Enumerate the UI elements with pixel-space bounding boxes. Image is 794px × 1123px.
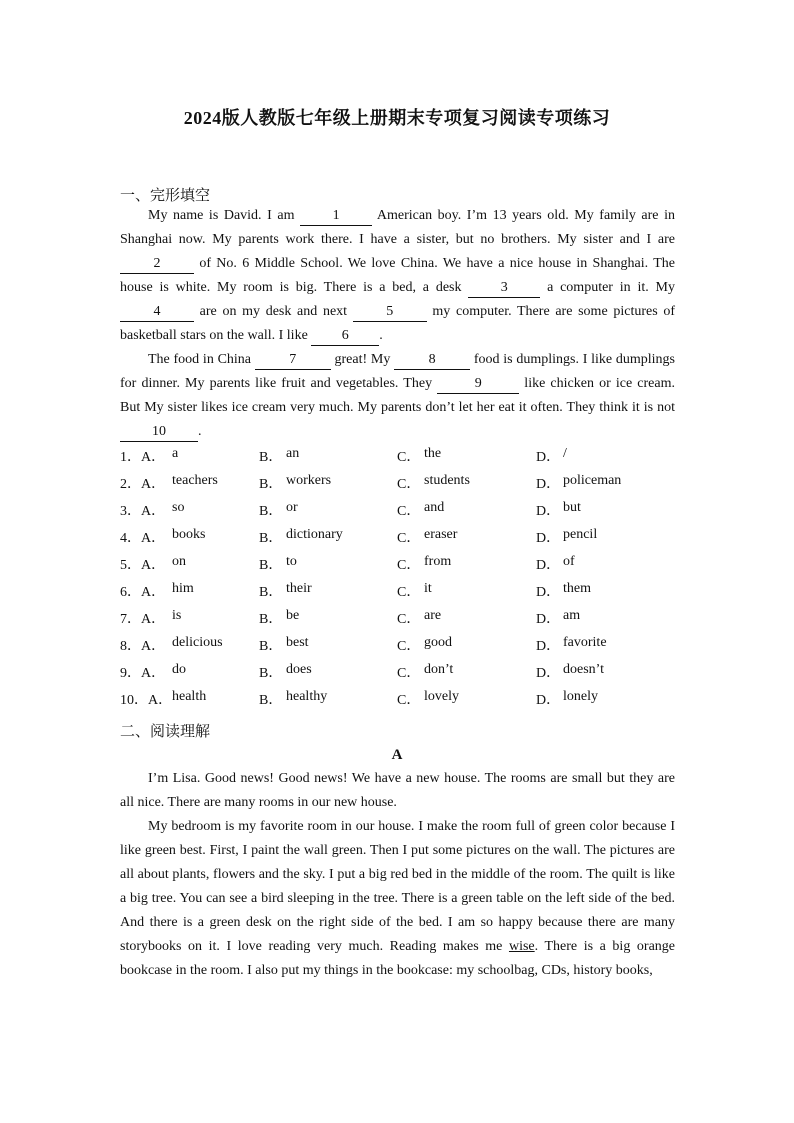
option-a: so [172,500,185,515]
option-a: delicious [172,635,223,650]
cloze-text: My name is David. I am [148,208,301,223]
option-b: to [286,554,297,569]
cloze-blank-2: 2 [120,255,194,274]
option-letter-d: D． [536,693,561,708]
option-a: on [172,554,186,569]
option-row [120,635,680,659]
section-heading-reading: 二、阅读理解 [120,722,211,740]
option-letter-b: B． [259,477,283,492]
option-b: or [286,500,298,515]
option-letter-d: D． [536,612,561,627]
question-number: 3．A． [120,504,166,519]
cloze-paragraph-2 [120,348,675,444]
option-letter-c: C． [397,531,421,546]
section-heading-cloze: 一、完形填空 [120,186,211,204]
question-number: 6．A． [120,585,166,600]
option-row [120,527,680,551]
option-c: students [424,473,470,488]
option-row [120,473,680,497]
option-c: eraser [424,527,458,542]
question-number: 2．A． [120,477,166,492]
option-d: doesn’t [563,662,604,677]
question-number: 10．A． [120,693,173,708]
option-d: favorite [563,635,607,650]
option-letter-d: D． [536,558,561,573]
cloze-blank-10: 10 [120,423,198,442]
cloze-blank-1: 1 [300,207,372,226]
option-c: and [424,500,445,515]
option-letter-b: B． [259,450,283,465]
option-letter-d: D． [536,531,561,546]
option-a: him [172,581,194,596]
option-c: from [424,554,452,569]
cloze-blank-8: 8 [394,351,470,370]
option-letter-b: B． [259,558,283,573]
option-a: books [172,527,206,542]
question-number: 8．A． [120,639,166,654]
question-number: 7．A． [120,612,166,627]
option-letter-b: B． [259,693,283,708]
cloze-paragraph-1 [120,204,675,348]
option-letter-d: D． [536,477,561,492]
cloze-blank-6: 6 [311,327,379,346]
option-letter-b: B． [259,639,283,654]
option-a: is [172,608,182,623]
option-d: policeman [563,473,622,488]
option-row [120,554,680,578]
option-b: their [286,581,312,596]
underlined-word: wise [508,939,535,954]
page-title: 2024版人教版七年级上册期末专项复习阅读专项练习 [183,108,611,128]
option-letter-c: C． [397,693,421,708]
option-row [120,608,680,632]
option-letter-b: B． [259,666,283,681]
passage-label: A [391,747,403,763]
question-number: 9．A． [120,666,166,681]
option-c: don’t [424,662,454,677]
option-letter-b: B． [259,504,283,519]
cloze-blank-4: 4 [120,303,194,322]
cloze-text: my computer. There are some pictures of basketball stars on the wall. I like [120,304,675,343]
option-c: it [424,581,432,596]
option-letter-d: D． [536,450,561,465]
option-a: health [172,689,207,704]
option-letter-c: C． [397,666,421,681]
option-c: lovely [424,689,459,704]
option-a: a [172,446,179,461]
option-b: workers [286,473,332,488]
option-d: am [563,608,581,623]
option-letter-c: C． [397,504,421,519]
option-d: pencil [563,527,598,542]
cloze-text: food is dumplings. I like dumplings for dinner. My parents like fruit and vegetables. They [120,352,675,391]
option-row [120,446,680,470]
option-letter-d: D． [536,504,561,519]
option-b: an [286,446,300,461]
option-d: lonely [563,689,598,704]
option-d: them [563,581,591,596]
cloze-text: like chicken or ice cream. But My sister likes ice cream very much. My parents don’t let her eat it often. They think it is not [120,376,675,415]
option-d: of [563,554,575,569]
option-b: dictionary [286,527,343,542]
option-c: are [424,608,442,623]
option-letter-c: C． [397,477,421,492]
option-letter-c: C． [397,450,421,465]
option-letter-d: D． [536,585,561,600]
option-a: teachers [172,473,218,488]
option-a: do [172,662,186,677]
option-c: good [424,635,452,650]
option-row [120,662,680,686]
option-row [120,500,680,524]
option-b: healthy [286,689,328,704]
question-number: 4．A． [120,531,166,546]
cloze-text: great! My [330,352,395,367]
option-letter-c: C． [397,639,421,654]
option-letter-d: D． [536,666,561,681]
option-letter-c: C． [397,558,421,573]
reading-text: . There is a big orange bookcase in the room. I also put my things in the bookcase: my schoolbag, CDs, history books, [120,939,676,978]
option-b: best [286,635,309,650]
reading-paragraph-1: I’m Lisa. Good news! Good news! We have a new house. The rooms are small but they are all nice. There are many rooms in our new house. [120,771,675,810]
option-letter-c: C． [397,585,421,600]
cloze-blank-9: 9 [437,375,519,394]
cloze-text: are on my desk and next [194,304,353,319]
cloze-blank-3: 3 [468,279,540,298]
reading-text: My bedroom is my favorite room in our house. I make the room full of green color because I like green best. First, I paint the wall green. Then I put some pictures on the wall. The pictures are all about plants, flowers and the sky. I put a big red bed in the middle of the room. The quilt is like a big tree. You can see a bird sleeping in the tree. There is a green table on the left side of the bed. And there is a green desk on the right side of the bed. I am so happy because there are many storybooks on it. I love reading very much. Reading makes me [120,819,675,954]
cloze-text: of No. 6 Middle School. We love China. We have a nice house in Shanghai. The house is white. My room is big. There is a bed, a desk [120,256,675,295]
option-letter-b: B． [259,531,283,546]
reading-paragraph-2 [120,815,675,983]
option-letter-c: C． [397,612,421,627]
cloze-blank-7: 7 [255,351,331,370]
cloze-text: . [379,328,383,343]
cloze-text: . [198,424,202,439]
option-letter-b: B． [259,585,283,600]
option-b: be [286,608,300,623]
cloze-text: The food in China [148,352,255,367]
option-d: / [563,446,567,461]
option-b: does [286,662,312,677]
cloze-blank-5: 5 [353,303,427,322]
question-number: 5．A． [120,558,166,573]
option-row [120,689,680,713]
option-d: but [563,500,581,515]
option-letter-b: B． [259,612,283,627]
option-letter-d: D． [536,639,561,654]
question-number: 1．A． [120,450,166,465]
cloze-text: a computer in it. My [540,280,675,295]
option-c: the [424,446,442,461]
option-row [120,581,680,605]
cloze-text: American boy. I’m 13 years old. My family are in Shanghai now. My parents work there. I have a sister, but no brothers. My sister and I are [120,208,675,247]
